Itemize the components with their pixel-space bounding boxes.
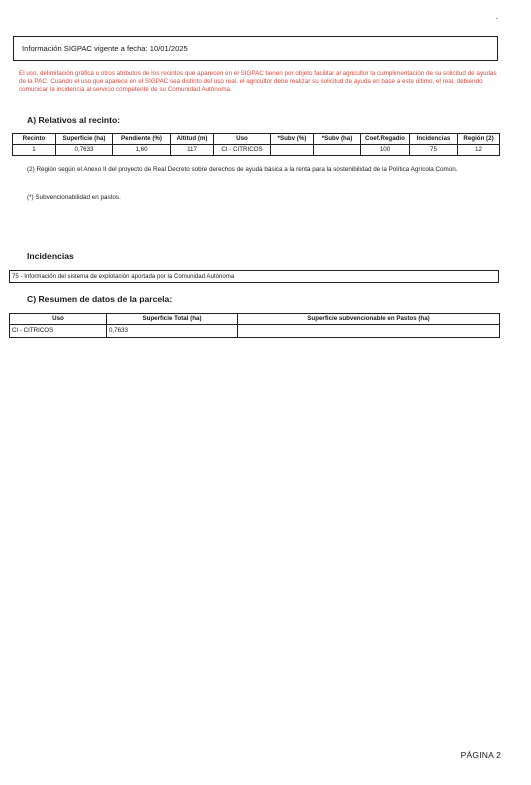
header-pendiente: Pendiente (%) — [113, 134, 171, 145]
header-recinto: Recinto — [13, 134, 56, 145]
cell-superficie: 0,7633 — [56, 145, 113, 156]
header-region: Región (2) — [458, 134, 500, 145]
section-c-title: C) Resumen de datos de la parcela: — [27, 294, 173, 304]
cell-subv-pct — [271, 145, 314, 156]
recinto-table — [12, 133, 500, 156]
cell-recinto: 1 — [13, 145, 56, 156]
cell-incidencias: 75 — [410, 145, 458, 156]
cell-region: 12 — [458, 145, 500, 156]
incidencia-item: 75 - Información del sistema de explotación aportada por la Comunidad Autónoma — [12, 273, 235, 280]
section-a-title: A) Relativos al recinto: — [27, 115, 121, 125]
cell-uso: CI - CITRICOS — [10, 325, 107, 338]
sigpac-date-line: Información SIGPAC vigente a fecha: 10/01/2025 — [22, 44, 188, 53]
sigpac-info-box — [13, 36, 498, 61]
parcela-summary-table — [9, 313, 500, 338]
cell-superficie-pastos — [238, 325, 500, 338]
header-subv-pct: *Subv (%) — [271, 134, 314, 145]
header-incidencias: Incidencias — [410, 134, 458, 145]
cell-coef-regadio: 100 — [361, 145, 410, 156]
header-altitud: Altitud (m) — [171, 134, 214, 145]
incidencias-box — [9, 270, 499, 283]
corner-mark — [496, 18, 498, 19]
cell-subv-ha — [314, 145, 361, 156]
cell-superficie-total: 0,7633 — [107, 325, 238, 338]
note-subvencionabilidad: (*) Subvencionabilidad en pastos. — [27, 194, 121, 201]
recinto-table-header-row — [13, 134, 500, 145]
header-superficie-pastos: Superficie subvencionable en Pastos (ha) — [238, 314, 500, 325]
header-subv-ha: *Subv (ha) — [314, 134, 361, 145]
table-row — [13, 145, 500, 156]
header-coef-regadio: Coef.Regadío — [361, 134, 410, 145]
cell-uso: CI - CITRICOS — [214, 145, 271, 156]
page-number: PÁGINA 2 — [460, 750, 501, 760]
header-superficie: Superficie (ha) — [56, 134, 113, 145]
cell-altitud: 117 — [171, 145, 214, 156]
header-uso: Uso — [10, 314, 107, 325]
parcela-table-header-row — [10, 314, 500, 325]
header-superficie-total: Superficie Total (ha) — [107, 314, 238, 325]
usage-warning-text: El uso, delimitación gráfica u otros atributos de los recintos que aparecen en el SIGPAC tienen por objeto facilitar al agricultor la cumplimentación de su solicitud de ayudas de la PAC. Cuando el uso que aparece en el SIGPAC sea distinto del uso real, el agricultor debe realizar su solicitud de ayuda en base a este último, el real, debiendo comunicar la incidencia al servicio competente de su Comunidad Autónoma. — [19, 70, 497, 94]
table-row — [10, 325, 500, 338]
header-uso: Uso — [214, 134, 271, 145]
incidencias-title: Incidencias — [27, 251, 74, 261]
note-region: (2) Región según el Anexo II del proyecto de Real Decreto sobre derechos de ayuda básica a la renta para la sostenibilidad de la Política Agrícola Común. — [27, 166, 458, 173]
cell-pendiente: 1,60 — [113, 145, 171, 156]
